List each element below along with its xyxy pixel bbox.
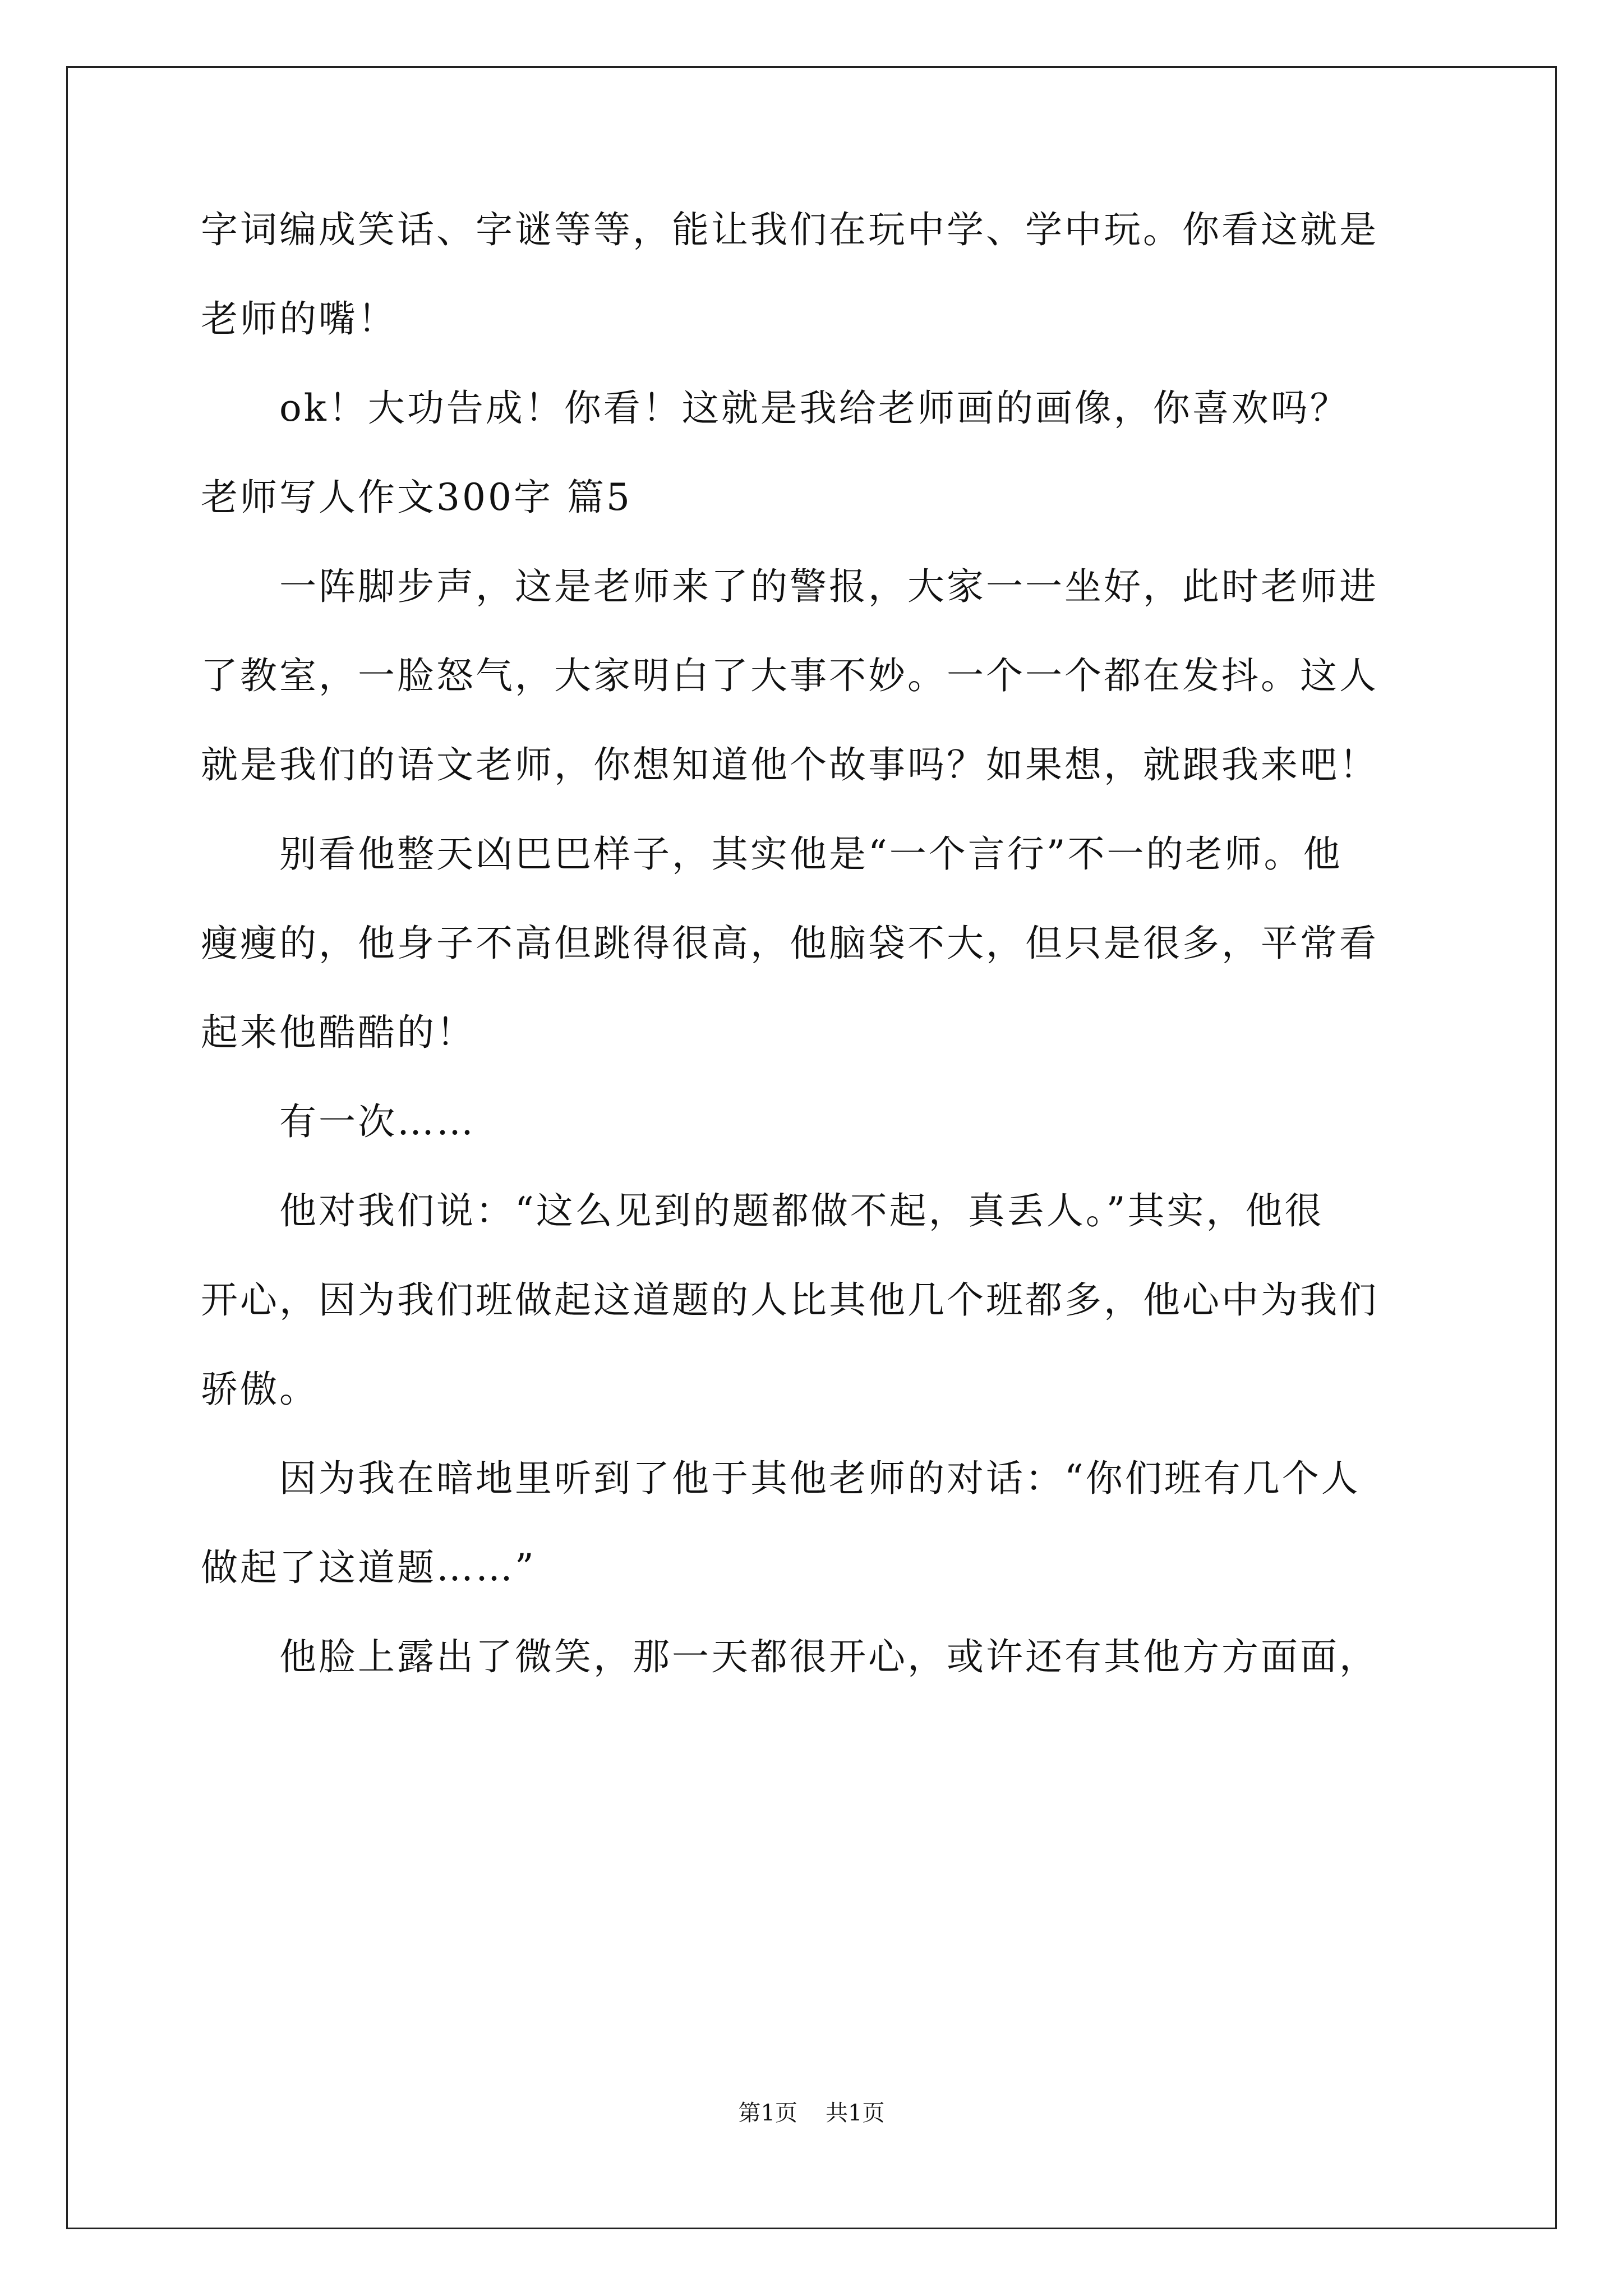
page-footer	[0, 2095, 1623, 2127]
text-line: 字词编成笑话、字谜等等，能让我们在玩中学、学中玩。你看这就是	[201, 208, 1378, 251]
text-line: 老师的嘴！	[201, 297, 397, 341]
page-number: 第1页	[738, 2100, 797, 2126]
text-line: 骄傲。	[201, 1368, 319, 1411]
text-line: 瘦瘦的，他身子不高但跳得很高，他脑袋不大，但只是很多，平常看	[201, 922, 1378, 965]
text-line: 有一次……	[279, 1100, 476, 1143]
text-line: 了教室，一脸怒气，大家明白了大事不妙。一个一个都在发抖。这人	[201, 654, 1378, 697]
text-line: 就是我们的语文老师，你想知道他个故事吗？如果想，就跟我来吧！	[201, 743, 1378, 786]
document-body	[201, 185, 1435, 1701]
text-line: 做起了这道题……”	[201, 1546, 536, 1589]
text-line: 别看他整天凶巴巴样子，其实他是“一个言行”不一的老师。他	[279, 832, 1343, 876]
text-line: 他脸上露出了微笑，那一天都很开心，或许还有其他方方面面，	[279, 1635, 1378, 1678]
text-line: 因为我在暗地里听到了他于其他老师的对话：“你们班有几个人	[279, 1457, 1361, 1500]
page-total: 共1页	[826, 2100, 885, 2126]
text-line: 老师写人作文300字 篇5	[201, 476, 632, 519]
text-line: 起来他酷酷的！	[201, 1011, 476, 1054]
text-line: 一阵脚步声，这是老师来了的警报，大家一一坐好，此时老师进	[279, 565, 1378, 608]
text-line: 开心，因为我们班做起这道题的人比其他几个班都多，他心中为我们	[201, 1278, 1378, 1322]
text-line: ok！大功告成！你看！这就是我给老师画的画像，你喜欢吗？	[279, 386, 1349, 430]
text-line: 他对我们说：“这么见到的题都做不起，真丢人。”其实，他很	[279, 1189, 1324, 1232]
